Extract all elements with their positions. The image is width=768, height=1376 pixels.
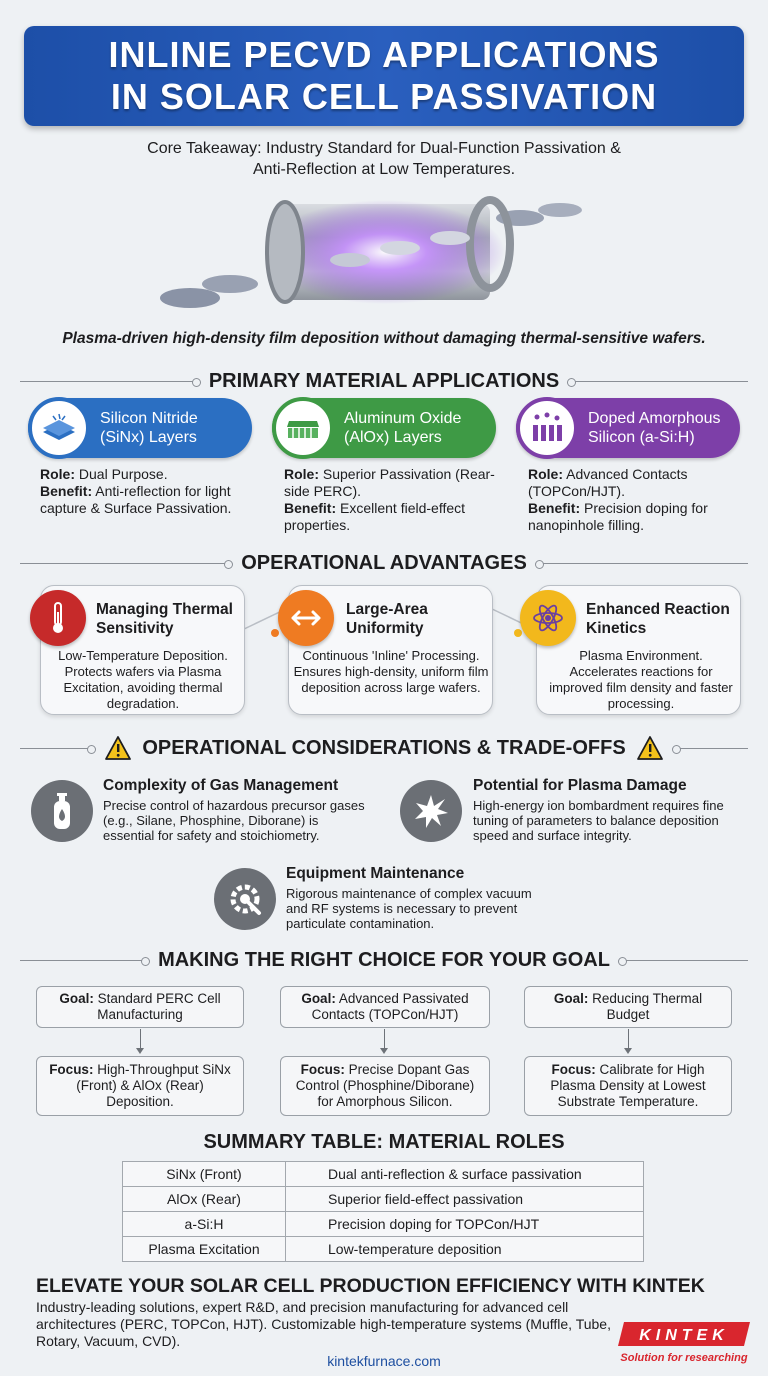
consideration-gas-desc: Precise control of hazardous precursor gases (e.g., Silane, Phosphine, Diborane) is essential for safety and stoichiometry. [103,798,365,843]
advantage-title-line: Uniformity [346,620,424,637]
consideration-maintenance-title: Equipment Maintenance [286,865,465,882]
material-name-line: (AlOx) Layers [344,429,442,446]
goal-arrow [140,1029,141,1049]
benefit-label: Benefit: [528,500,581,516]
cta-title: ELEVATE YOUR SOLAR CELL PRODUCTION EFFICIENCY WITH KINTEK [36,1275,705,1297]
goal-box-perc [36,986,244,1028]
table-row [123,1212,644,1237]
benefit-text: Anti-reflection for light capture & Surface Passivation. [40,483,232,516]
materials-heading-text: PRIMARY MATERIAL APPLICATIONS [208,369,560,392]
material-alox-name [344,409,461,447]
considerations-heading-text: OPERATIONAL CONSIDERATIONS & TRADE-OFFS [142,736,626,759]
wafer [160,288,220,308]
doped-cells-icon [516,397,578,459]
advantage-thermal-title [96,600,246,638]
advantage-uniformity-desc: Continuous 'Inline' Processing. Ensures high-density, uniform film deposition across large wafers. [293,648,489,695]
tube-end-left [267,202,303,302]
svg-text:Solution for researching: Solution for researching [620,1352,748,1364]
role-label: Role: [528,466,563,482]
layered-panel-icon [272,397,334,459]
kintek-logo [616,1320,752,1366]
core-takeaway-line-2: Anti-Reflection at Low Temperatures. [252,161,516,178]
warning-icon [104,735,132,761]
material-asih-body [528,466,758,534]
table-cell-material: AlOx (Rear) [123,1187,286,1212]
focus-label: Focus: [49,1062,94,1077]
goal-box-topcon [280,986,490,1028]
pecvd-tube-illustration [150,182,620,322]
summary-title: SUMMARY TABLE: MATERIAL ROLES [203,1131,565,1153]
advantage-title-line: Large-Area [346,601,428,618]
table-row [123,1162,644,1187]
wafer [330,253,370,267]
advantage-thermal-desc: Low-Temperature Deposition. Protects wafers via Plasma Excitation, avoiding thermal degradation. [58,648,228,711]
table-cell-role: Dual anti-reflection & surface passivation [286,1162,644,1187]
focus-text: High-Throughput SiNx (Front) & AlOx (Rear) Deposition. [76,1062,231,1109]
material-name-line: Aluminum Oxide [344,410,462,427]
focus-text: Calibrate for High Plasma Density at Lowest Substrate Temperature. [550,1062,706,1109]
table-row [123,1237,644,1262]
table-cell-material: Plasma Excitation [123,1237,286,1262]
table-cell-role: Low-temperature deposition [286,1237,644,1262]
advantage-title-line: Enhanced Reaction [586,601,730,618]
wafer [430,231,470,245]
goals-heading [20,947,748,973]
impact-burst-icon [400,780,462,842]
focus-box-perc [36,1056,244,1116]
table-cell-material: a-Si:H [123,1212,286,1237]
hero-caption: Plasma-driven high-density film deposition without damaging thermal-sensitive wafers. [62,330,706,347]
core-takeaway-line-1: Core Takeaway: Industry Standard for Dual-Function Passivation & [147,140,621,157]
role-text: Advanced Contacts (TOPCon/HJT). [528,466,688,499]
goal-label: Goal: [553,991,589,1006]
consideration-gas-title: Complexity of Gas Management [103,777,339,794]
focus-label: Focus: [551,1062,596,1077]
advantages-heading-text: OPERATIONAL ADVANTAGES [241,551,527,574]
advantages-heading [20,550,748,576]
goal-arrow [384,1029,385,1049]
advantage-uniformity-title [346,600,486,638]
goal-text: Reducing Thermal Budget [592,991,703,1022]
arrows-horizontal-icon [278,590,334,646]
wafer [202,275,258,293]
warning-icon [636,735,664,761]
material-name-line: Silicon (a-Si:H) [588,429,695,446]
table-cell-role: Superior field-effect passivation [286,1187,644,1212]
svg-text:KINTEK: KINTEK [639,1327,729,1344]
goal-arrow [628,1029,629,1049]
goal-label: Goal: [59,991,94,1006]
role-label: Role: [284,466,319,482]
goal-box-thermal [524,986,732,1028]
role-label: Role: [40,466,75,482]
cta-description: Industry-leading solutions, expert R&D, and precision manufacturing for advanced cell architectures (PERC, TOPCon, HJT). Customizable high-temperature systems (Muffle, Tube, Rotary, Vacuum, CVD). [36,1299,611,1349]
role-text: Superior Passivation (Rear-side PERC). [284,466,495,499]
website-link[interactable]: kintekfurnace.com [327,1353,441,1369]
table-cell-role: Precision doping for TOPCon/HJT [286,1212,644,1237]
goal-label: Goal: [301,991,336,1006]
focus-label: Focus: [300,1062,345,1077]
wafer [380,241,420,255]
wafer-layer-icon [28,397,90,459]
gear-wrench-icon [214,868,276,930]
summary-table [122,1161,644,1262]
wafer [538,203,582,217]
focus-box-thermal [524,1056,732,1116]
materials-heading [20,368,748,394]
role-text: Dual Purpose. [78,466,168,482]
benefit-label: Benefit: [40,483,93,499]
goal-text: Standard PERC Cell Manufacturing [97,991,221,1022]
focus-text: Precise Dopant Gas Control (Phosphine/Diborane) for Amorphous Silicon. [295,1062,475,1109]
core-takeaway [40,138,728,180]
benefit-text: Precision doping for nanopinhole filling. [528,500,708,533]
consideration-plasma-title: Potential for Plasma Damage [473,777,687,794]
material-name-line: Doped Amorphous [588,410,721,427]
consideration-plasma-desc: High-energy ion bombardment requires fine tuning of parameters to balance deposition speed and surface integrity. [473,798,724,843]
gas-cylinder-icon [31,780,93,842]
title-line-2: IN SOLAR CELL PASSIVATION [110,76,658,117]
advantage-kinetics-title [586,600,746,638]
material-name-line: Silicon Nitride [100,410,198,427]
material-alox-body [284,466,514,534]
advantage-title-line: Kinetics [586,620,647,637]
material-asih-name [588,409,721,447]
thermometer-icon [30,590,86,646]
material-sinx-body [40,466,270,517]
table-cell-material: SiNx (Front) [123,1162,286,1187]
advantage-title-line: Sensitivity [96,620,174,637]
focus-box-topcon [280,1056,490,1116]
goal-text: Advanced Passivated Contacts (TOPCon/HJT) [311,991,469,1022]
considerations-heading [20,735,748,761]
table-row [123,1187,644,1212]
advantage-title-line: Managing Thermal [96,601,233,618]
material-sinx-name [100,409,198,447]
advantage-kinetics-desc: Plasma Environment. Accelerates reactions for improved film density and faster processing. [549,648,733,711]
benefit-text: Excellent field-effect properties. [284,500,466,533]
consideration-maintenance-desc: Rigorous maintenance of complex vacuum and RF systems is necessary to prevent particulate contamination. [286,886,532,931]
goals-heading-text: MAKING THE RIGHT CHOICE FOR YOUR GOAL [158,948,610,971]
atom-icon [520,590,576,646]
material-name-line: (SiNx) Layers [100,429,197,446]
title-line-1: INLINE PECVD APPLICATIONS [108,34,660,75]
benefit-label: Benefit: [284,500,337,516]
title-banner [24,26,744,126]
